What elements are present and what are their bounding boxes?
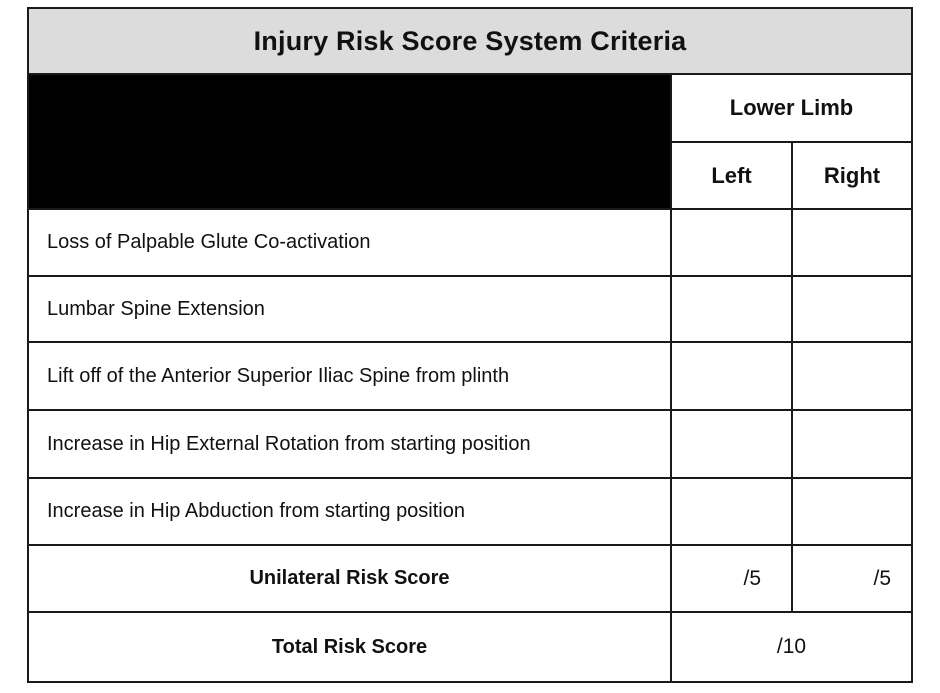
criterion-lumbar-extension: Lumbar Spine Extension xyxy=(29,277,672,343)
score-cell-right[interactable] xyxy=(793,277,911,343)
score-cell-right[interactable] xyxy=(793,343,911,411)
score-cell-left[interactable] xyxy=(672,411,793,479)
right-header: Right xyxy=(793,143,911,210)
criterion-hip-external-rotation: Increase in Hip External Rotation from starting position xyxy=(29,411,672,479)
unilateral-score-right: /5 xyxy=(793,546,911,613)
table-title: Injury Risk Score System Criteria xyxy=(29,9,911,75)
left-header: Left xyxy=(672,143,793,210)
header-black-block xyxy=(29,75,672,210)
risk-score-table xyxy=(27,7,913,683)
criterion-asis-lift-off: Lift off of the Anterior Superior Iliac Spine from plinth xyxy=(29,343,672,411)
lower-limb-header: Lower Limb xyxy=(672,75,911,143)
score-cell-right[interactable] xyxy=(793,210,911,277)
score-cell-right[interactable] xyxy=(793,411,911,479)
score-cell-left[interactable] xyxy=(672,210,793,277)
total-risk-score-value: /10 xyxy=(776,635,807,658)
criterion-glute-coactivation: Loss of Palpable Glute Co-activation xyxy=(29,210,672,277)
criterion-hip-abduction: Increase in Hip Abduction from starting position xyxy=(29,479,672,546)
unilateral-score-left: /5 xyxy=(672,546,793,613)
score-cell-right[interactable] xyxy=(793,479,911,546)
total-risk-score-label: Total Risk Score xyxy=(29,613,672,681)
score-cell-left[interactable] xyxy=(672,479,793,546)
score-cell-left[interactable] xyxy=(672,277,793,343)
unilateral-risk-score-label: Unilateral Risk Score xyxy=(29,546,672,613)
score-cell-left[interactable] xyxy=(672,343,793,411)
